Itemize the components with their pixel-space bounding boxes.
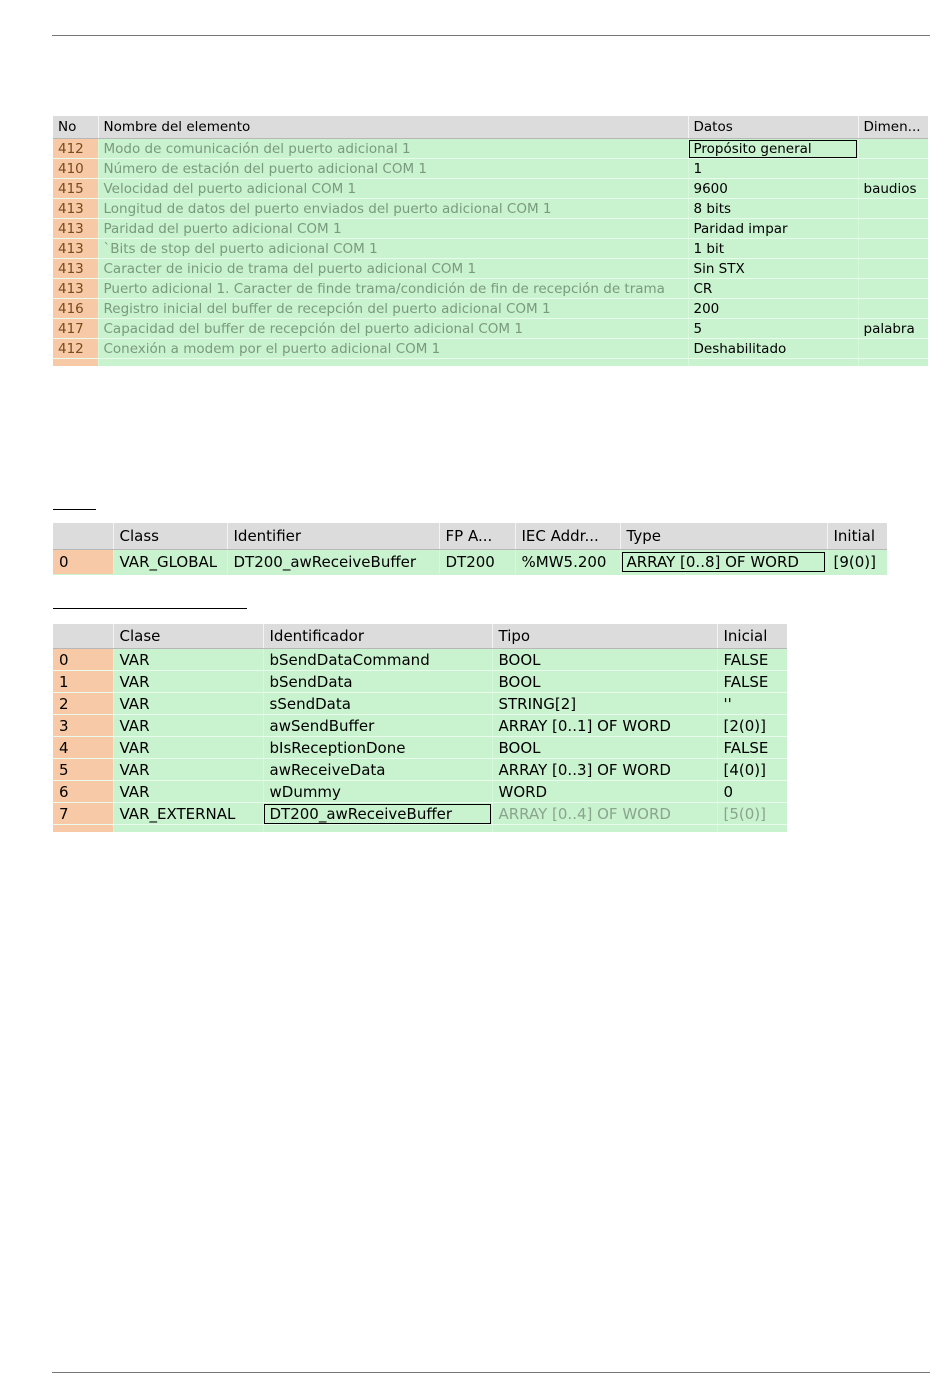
element-data-cell[interactable]: Sin STX [688,259,858,279]
element-name: `Bits de stop del puerto adicional COM 1 [98,239,688,259]
heading-rule-global [53,509,96,510]
row-index: 3 [53,715,113,737]
column-header-initial[interactable]: Inicial [717,624,787,649]
element-dimension [858,199,928,219]
column-header-initial[interactable]: Initial [827,523,887,550]
row-number: 413 [53,259,98,279]
row-number: 412 [53,139,98,159]
row-index: 2 [53,693,113,715]
element-name: Conexión a modem por el puerto adicional COM 1 [98,339,688,359]
variable-identifier[interactable]: awSendBuffer [263,715,492,737]
column-header-identifier[interactable]: Identificador [263,624,492,649]
variable-identifier[interactable]: awReceiveData [263,759,492,781]
element-dimension: baudios [858,179,928,199]
element-dimension [858,239,928,259]
table-header [53,116,928,139]
element-name: Modo de comunicación del puerto adicional 1 [98,139,688,159]
variable-class[interactable]: VAR [113,693,263,715]
column-header-no[interactable]: No [53,116,98,139]
element-dimension [858,139,928,159]
column-header-fp-address[interactable]: FP A... [439,523,515,550]
heading-rule-pou-header [53,608,247,609]
variable-identifier[interactable]: DT200_awReceiveBuffer [227,550,439,575]
table-row[interactable] [53,550,887,575]
empty-cell [53,359,98,367]
table-row[interactable] [53,737,787,759]
row-index: 7 [53,803,113,825]
element-dimension [858,159,928,179]
column-header-type[interactable]: Tipo [492,624,717,649]
empty-cell [492,825,717,833]
page-top-rule [52,35,930,36]
table-row[interactable] [53,693,787,715]
empty-cell [688,359,858,367]
row-number: 410 [53,159,98,179]
variable-type[interactable]: ARRAY [0..3] OF WORD [492,759,717,781]
table-row[interactable] [53,199,928,219]
element-name: Velocidad del puerto adicional COM 1 [98,179,688,199]
variable-initial[interactable]: [2(0)] [717,715,787,737]
element-name: Caracter de inicio de trama del puerto adicional COM 1 [98,259,688,279]
element-data-cell[interactable]: Propósito general [688,139,858,159]
column-header-identifier[interactable]: Identifier [227,523,439,550]
empty-cell [263,825,492,833]
element-dimension: palabra [858,319,928,339]
table-row[interactable] [53,179,928,199]
column-header-index[interactable] [53,624,113,649]
element-data-cell[interactable]: Deshabilitado [688,339,858,359]
variable-class[interactable]: VAR [113,759,263,781]
variable-identifier[interactable]: wDummy [263,781,492,803]
element-data-cell[interactable]: 1 bit [688,239,858,259]
variable-class[interactable]: VAR [113,781,263,803]
row-index: 5 [53,759,113,781]
table-row[interactable] [53,649,787,671]
variable-initial[interactable]: [5(0)] [717,803,787,825]
column-header-dimension[interactable]: Dimen... [858,116,928,139]
column-header-class[interactable]: Clase [113,624,263,649]
variable-type[interactable]: ARRAY [0..1] OF WORD [492,715,717,737]
row-index: 1 [53,671,113,693]
element-data-cell[interactable]: Paridad impar [688,219,858,239]
variable-type[interactable]: BOOL [492,649,717,671]
element-name: Paridad del puerto adicional COM 1 [98,219,688,239]
element-data-cell[interactable]: 8 bits [688,199,858,219]
element-dimension [858,259,928,279]
row-index: 0 [53,550,113,575]
table-row-partial [53,825,787,833]
table-row[interactable] [53,159,928,179]
variable-type[interactable]: STRING[2] [492,693,717,715]
variable-initial[interactable]: [9(0)] [827,550,887,575]
variable-type[interactable]: WORD [492,781,717,803]
column-header-name[interactable]: Nombre del elemento [98,116,688,139]
row-number: 413 [53,279,98,299]
element-dimension [858,219,928,239]
variable-initial[interactable]: FALSE [717,671,787,693]
variable-class[interactable]: VAR_EXTERNAL [113,803,263,825]
element-name: Longitud de datos del puerto enviados del puerto adicional COM 1 [98,199,688,219]
element-data-cell[interactable]: CR [688,279,858,299]
row-number: 412 [53,339,98,359]
pou-variable-table [53,624,787,832]
variable-type[interactable]: ARRAY [0..4] OF WORD [492,803,717,825]
empty-cell [113,825,263,833]
table-row[interactable] [53,259,928,279]
system-register-table [53,116,928,366]
column-header-type[interactable]: Type [620,523,827,550]
variable-class[interactable]: VAR [113,715,263,737]
row-number: 415 [53,179,98,199]
variable-identifier[interactable]: bIsReceptionDone [263,737,492,759]
row-number: 413 [53,239,98,259]
variable-class[interactable]: VAR [113,649,263,671]
element-dimension [858,299,928,319]
empty-cell [53,825,113,833]
row-number: 413 [53,199,98,219]
element-data-cell[interactable]: 5 [688,319,858,339]
variable-type[interactable]: BOOL [492,737,717,759]
iec-address[interactable]: %MW5.200 [515,550,620,575]
variable-initial[interactable]: FALSE [717,737,787,759]
table-row[interactable] [53,319,928,339]
page-bottom-rule [52,1372,930,1373]
empty-cell [98,359,688,367]
element-dimension [858,279,928,299]
table-row-partial [53,359,928,367]
column-header-iec-address[interactable]: IEC Addr... [515,523,620,550]
column-header-data[interactable]: Datos [688,116,858,139]
empty-cell [858,359,928,367]
table-row[interactable] [53,759,787,781]
table-row[interactable] [53,715,787,737]
fp-address[interactable]: DT200 [439,550,515,575]
table-row[interactable] [53,671,787,693]
element-dimension [858,339,928,359]
table-row[interactable] [53,339,928,359]
global-variable-table [53,523,887,575]
element-data-cell[interactable]: 200 [688,299,858,319]
row-number: 413 [53,219,98,239]
table-header [53,523,887,550]
table-row[interactable] [53,219,928,239]
column-header-index[interactable] [53,523,113,550]
variable-initial[interactable]: [4(0)] [717,759,787,781]
variable-initial[interactable]: 0 [717,781,787,803]
empty-cell [717,825,787,833]
variable-identifier[interactable]: DT200_awReceiveBuffer [263,803,492,825]
table-row[interactable] [53,239,928,259]
row-number: 416 [53,299,98,319]
row-index: 4 [53,737,113,759]
variable-initial[interactable]: '' [717,693,787,715]
variable-class[interactable]: VAR [113,671,263,693]
row-number: 417 [53,319,98,339]
variable-type[interactable]: ARRAY [0..8] OF WORD [620,550,827,575]
column-header-class[interactable]: Class [113,523,227,550]
element-data-cell[interactable]: 1 [688,159,858,179]
table-row[interactable] [53,803,787,825]
element-name: Capacidad del buffer de recepción del puerto adicional COM 1 [98,319,688,339]
variable-class[interactable]: VAR [113,737,263,759]
element-name: Puerto adicional 1. Caracter de finde trama/condición de fin de recepción de trama [98,279,688,299]
variable-initial[interactable]: FALSE [717,649,787,671]
element-data-cell[interactable]: 9600 [688,179,858,199]
variable-identifier[interactable]: sSendData [263,693,492,715]
variable-identifier[interactable]: bSendDataCommand [263,649,492,671]
table-row[interactable] [53,781,787,803]
table-header [53,624,787,649]
table-row[interactable] [53,299,928,319]
variable-identifier[interactable]: bSendData [263,671,492,693]
variable-type[interactable]: BOOL [492,671,717,693]
element-name: Registro inicial del buffer de recepción del puerto adicional COM 1 [98,299,688,319]
row-index: 6 [53,781,113,803]
table-row[interactable] [53,279,928,299]
element-name: Número de estación del puerto adicional COM 1 [98,159,688,179]
table-row[interactable] [53,139,928,159]
row-index: 0 [53,649,113,671]
variable-class[interactable]: VAR_GLOBAL [113,550,227,575]
